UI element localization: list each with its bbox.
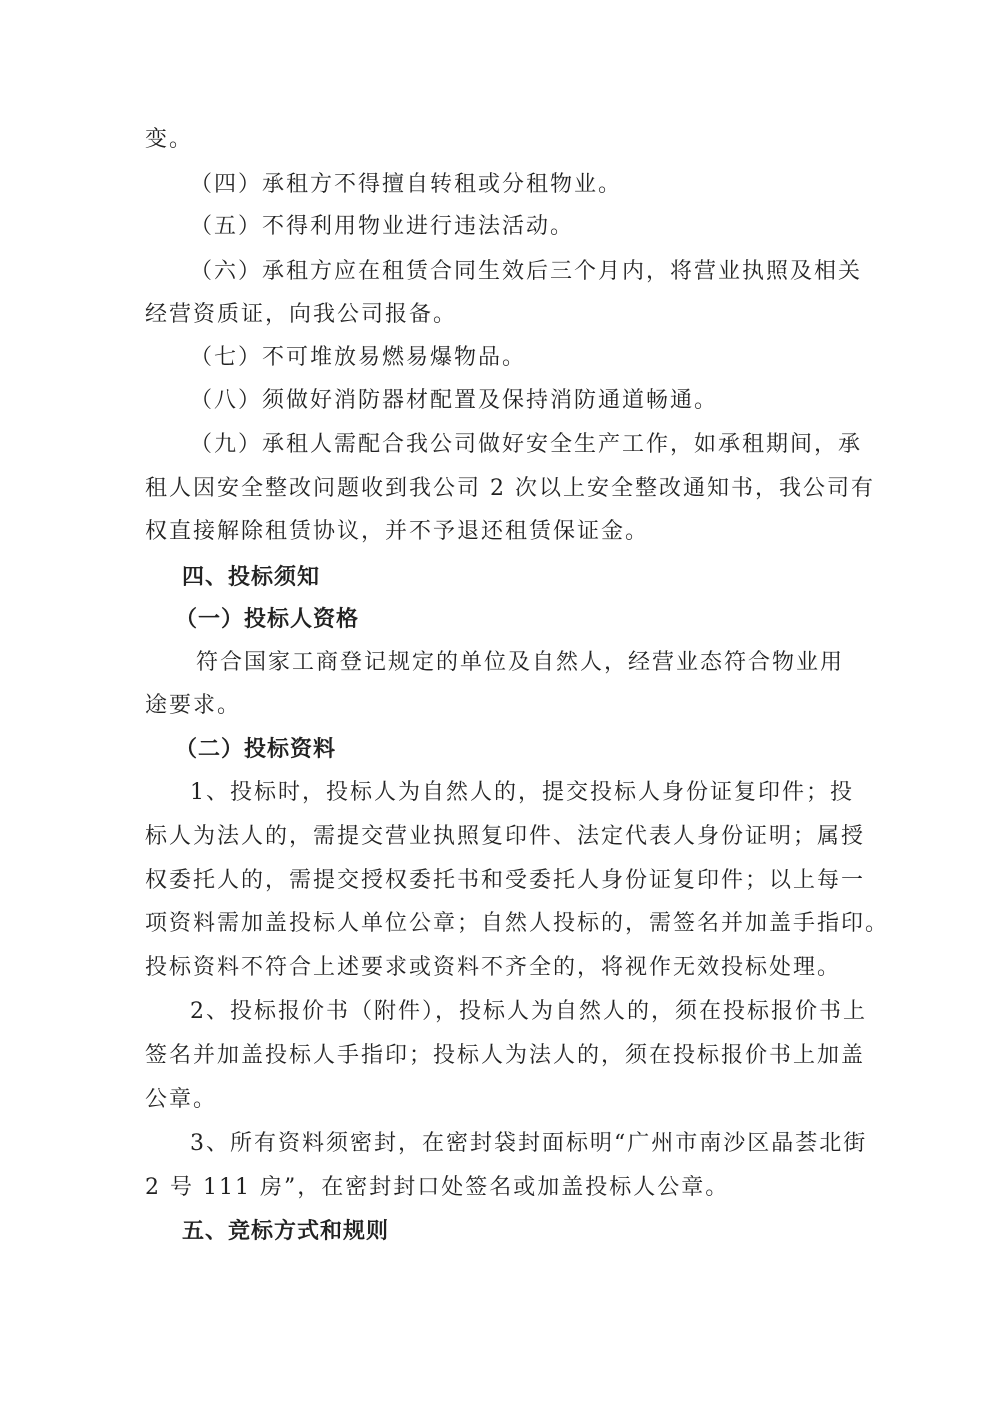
text-line: 投标资料不符合上述要求或资料不齐全的，将视作无效投标处理。 (145, 955, 842, 980)
text-line: 项资料需加盖投标人单位公章；自然人投标的，需签名并加盖手指印。 (145, 911, 890, 936)
section-heading: 五、竞标方式和规则 (182, 1218, 390, 1244)
text-line: 2、投标报价书（附件），投标人为自然人的，须在投标报价书上 (190, 999, 867, 1024)
text-line: 符合国家工商登记规定的单位及自然人，经营业态符合物业用 (196, 650, 845, 675)
subsection-heading: （二）投标资料 (175, 736, 337, 762)
text-line: （七）不可堆放易燃易爆物品。 (190, 345, 527, 370)
text-line: 变。 (145, 127, 194, 152)
text-line: 租人因安全整改问题收到我公司 2 次以上安全整改通知书，我公司有 (145, 476, 875, 501)
text-line: 2 号 111 房”，在密封封口处签名或加盖投标人公章。 (145, 1175, 730, 1200)
section-heading: 四、投标须知 (182, 564, 321, 590)
text-line: 权直接解除租赁协议，并不予退还租赁保证金。 (145, 519, 650, 544)
text-line: 签名并加盖投标人手指印；投标人为法人的，须在投标报价书上加盖 (145, 1043, 866, 1068)
subsection-heading: （一）投标人资格 (175, 606, 360, 632)
text-line: （四）承租方不得擅自转租或分租物业。 (190, 172, 623, 197)
text-line: 权委托人的，需提交授权委托书和受委托人身份证复印件；以上每一 (145, 868, 866, 893)
text-line: （八）须做好消防器材配置及保持消防通道畅通。 (190, 388, 719, 413)
text-line: 公章。 (145, 1087, 218, 1112)
text-line: （六）承租方应在租赁合同生效后三个月内，将营业执照及相关 (190, 259, 863, 284)
text-line: （五）不得利用物业进行违法活动。 (190, 214, 575, 239)
text-line: 标人为法人的，需提交营业执照复印件、法定代表人身份证明；属授 (145, 824, 866, 849)
text-line: 途要求。 (145, 693, 242, 718)
text-line: 经营资质证，向我公司报备。 (145, 302, 458, 327)
text-line: （九）承租人需配合我公司做好安全生产工作，如承租期间，承 (190, 432, 863, 457)
text-line: 3、所有资料须密封，在密封袋封面标明“广州市南沙区晶荟北街 (190, 1131, 868, 1156)
text-line: 1、投标时，投标人为自然人的，提交投标人身份证复印件；投 (190, 780, 854, 805)
